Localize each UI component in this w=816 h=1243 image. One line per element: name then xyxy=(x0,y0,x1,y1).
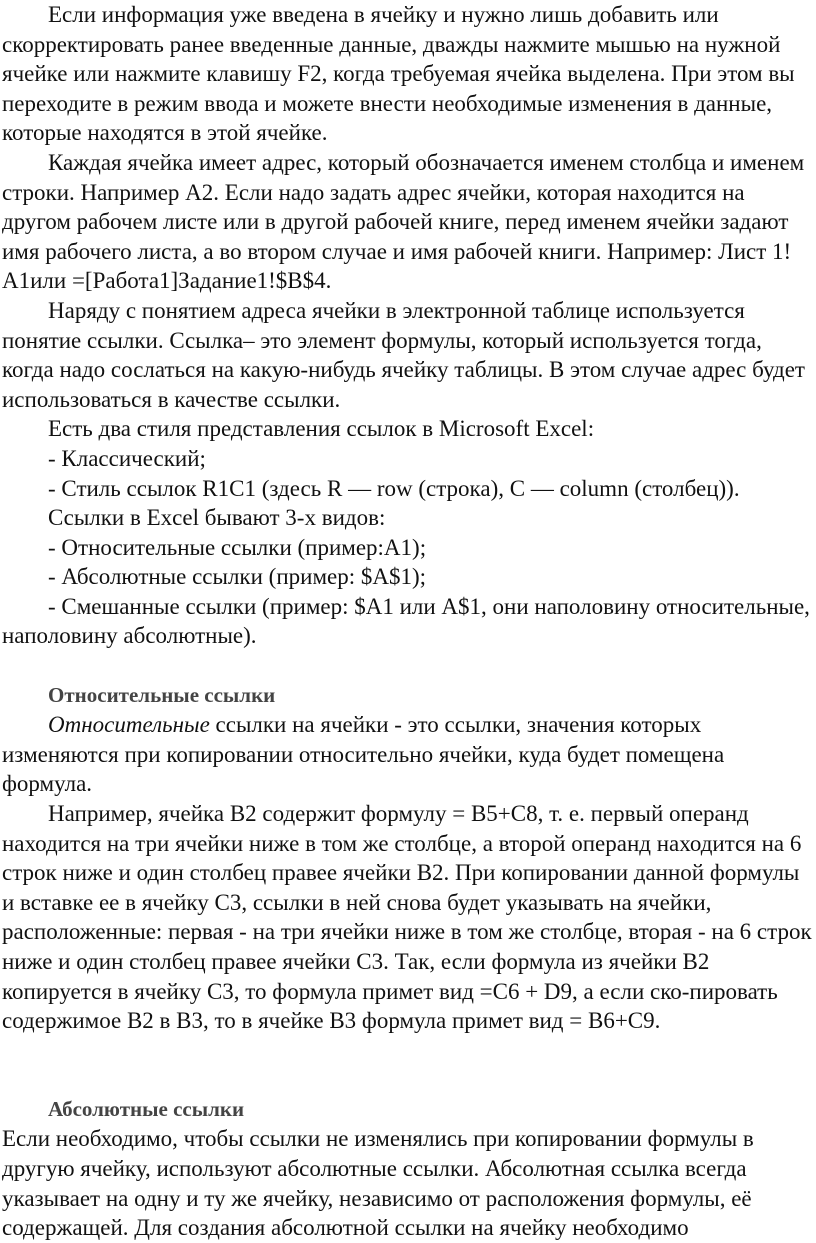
list-item-r1c1-style: - Стиль ссылок R1C1 (здесь R — row (строка), C — column (столбец)). xyxy=(48,475,740,501)
paragraph-relative-example: Например, ячейка В2 содержит формулу = В5+С8, т. е. первый операнд находится на три ячейки ниже в том же столбце, а второй операнд находится на 6 строк ниже и один столбец правее ячейки В2. При копировании данной формулы и вставке ее в ячейку С3, ссылки в ней снова будет указывать на ячейки, расположенные: первая - на три ячейки ниже в том же столбце, вторая - на 6 строк ниже и один столбец правее ячейки С3. Так, если формула из ячейки В2 копируется в ячейку С3, то формула примет вид =С6 + D9, а если ско-пировать содержимое В2 в В3, то в ячейке В3 формула примет вид = В6+С9. xyxy=(2,801,812,1034)
paragraph-reference-types: Ссылки в Excel бывают 3-х видов: xyxy=(48,505,386,531)
heading-relative-references: Относительные ссылки xyxy=(48,682,276,707)
paragraph-reference-styles: Есть два стиля представления ссылок в Microsoft Excel: xyxy=(48,416,595,442)
list-item-relative: - Относительные ссылки (пример:A1); xyxy=(48,534,427,560)
paragraph-relative-definition xyxy=(2,710,816,799)
paragraph-reference-concept: Наряду с понятием адреса ячейки в электронной таблице используется понятие ссылки. Ссылка– это элемент формулы, который используется тогда, когда надо сослаться на какую-нибудь ячейку таблицы. В этом случае адрес будет использоваться в качестве ссылки. xyxy=(2,297,805,412)
heading-absolute-references: Абсолютные ссылки xyxy=(48,1096,245,1121)
paragraph-absolute-definition: Если необходимо, чтобы ссылки не изменялись при копировании формулы в другую ячейку, используют абсолютные ссылки. Абсолютная ссылка всегда указывает на одну и ту же ячейку, независимо от расположения формулы, её содержащей. Для создания абсолютной ссылки на ячейку необходимо xyxy=(2,1126,754,1241)
list-item-classic-style: - Классический; xyxy=(48,445,206,471)
term-relative: Относительные xyxy=(48,712,210,738)
paragraph-edit-cell: Если информация уже введена в ячейку и нужно лишь добавить или скорректировать ранее введенные данные, дважды нажмите мышью на нужной ячейке или нажмите клавишу F2, когда требуемая ячейка выделена. При этом вы переходите в режим ввода и можете внести необходимые изменения в данные, которые находятся в этой ячейке. xyxy=(2,2,795,146)
list-item-mixed: - Смешанные ссылки (пример: $A1 или A$1, они наполовину относительные, наполовину абсолютные). xyxy=(2,593,810,649)
spacer xyxy=(2,1036,816,1095)
list-item-absolute: - Абсолютные ссылки (пример: $A$1); xyxy=(48,564,427,590)
paragraph-cell-address: Каждая ячейка имеет адрес, который обозначается именем столбца и именем строки. Например А2. Если надо задать адрес ячейки, которая находится на другом рабочем листе или в другой рабочей книге, перед именем ячейки задают имя рабочего листа, а во втором случае и имя рабочей книги. Например: Лист 1!А1или =[Работа1]Задание1!$B$4. xyxy=(2,149,805,294)
spacer xyxy=(2,651,816,681)
relative-definition-text: ссылки на ячейки - это ссылки, значения которых изменяются при копировании относительно ячейки, куда будет помещена формула. xyxy=(2,712,725,797)
